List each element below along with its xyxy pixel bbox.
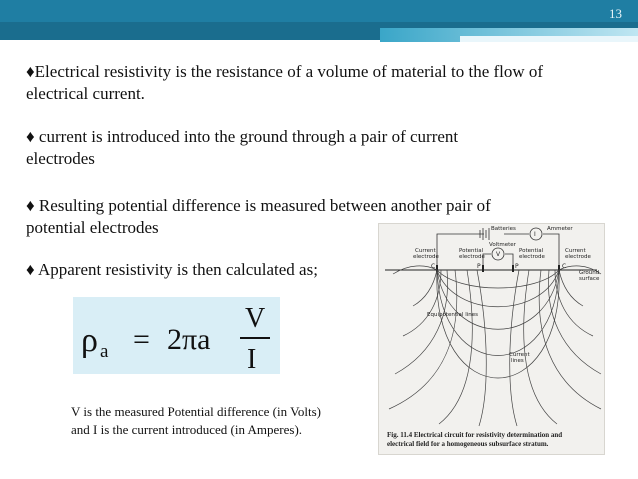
apparent-resistivity-formula <box>73 297 280 374</box>
label-meter-v: V <box>496 251 501 258</box>
label-current-electrode-right-2: electrode <box>565 254 591 260</box>
label-ground-2: surface <box>579 276 600 282</box>
bullet-line: ♦Electrical resistivity is the resistance of a volume of material to the flow of <box>26 62 544 81</box>
formula-coefficient: 2πa <box>167 323 211 356</box>
caption-line: electrical field for a homogeneous subsurface stratum. <box>387 440 549 448</box>
formula-numerator: V <box>245 303 266 334</box>
caption-line: Fig. 11.4 Electrical circuit for resistivity determination and <box>387 431 563 439</box>
header-stripe <box>0 0 638 22</box>
bullet-current-intro <box>26 126 626 170</box>
label-potential-electrode-right-1: Potential <box>519 248 544 254</box>
resistivity-figure <box>378 223 605 455</box>
label-current-electrode-right-1: Current <box>565 248 586 254</box>
formula-box <box>73 297 280 374</box>
label-voltmeter: Voltmeter <box>489 242 516 248</box>
label-batteries: Batteries <box>491 226 516 232</box>
electrode-field-diagram <box>379 224 604 429</box>
label-current-electrode-left-2: electrode <box>413 254 439 260</box>
note-line: and I is the current introduced (in Amperes). <box>71 422 303 437</box>
formula-equals: = <box>133 323 150 356</box>
label-p-left: P <box>477 263 481 270</box>
label-potential-electrode-left-2: electrode <box>459 254 485 260</box>
label-equipotential: Equipotential lines <box>427 312 478 318</box>
label-c-left: C <box>431 263 436 270</box>
bullet-line: ♦ Resulting potential difference is measured between another pair of <box>26 196 491 215</box>
label-potential-electrode-right-2: electrode <box>519 254 545 260</box>
bullet-line: ♦ current is introduced into the ground through a pair of current <box>26 127 459 146</box>
label-current-lines-1: Current <box>509 352 530 358</box>
figure-caption <box>387 431 562 449</box>
label-p-right: P <box>515 263 519 270</box>
header-bar <box>0 0 638 40</box>
formula-rho: ρ <box>81 322 98 359</box>
label-current-lines-2: lines <box>511 358 524 364</box>
note-line: V is the measured Potential difference (in Volts) <box>71 404 321 419</box>
bullet-line: ♦ Apparent resistivity is then calculated as; <box>26 260 318 279</box>
label-meter-i: I <box>534 231 536 238</box>
slide-number: 13 <box>609 6 622 21</box>
formula-subscript: a <box>100 341 109 362</box>
bullet-resistivity-definition <box>26 61 626 105</box>
header-accent-light <box>460 36 638 42</box>
formula-denominator: I <box>247 344 257 374</box>
label-c-right: C <box>562 263 567 270</box>
label-ammeter: Ammeter <box>547 226 573 232</box>
bullet-line: electrodes <box>26 149 95 168</box>
bullet-line: electrical current. <box>26 84 145 103</box>
bullet-line: potential electrodes <box>26 218 159 237</box>
label-ground-1: Ground <box>579 270 600 276</box>
variable-note <box>71 403 321 439</box>
label-current-electrode-left-1: Current <box>415 248 436 254</box>
label-potential-electrode-left-1: Potential <box>459 248 484 254</box>
